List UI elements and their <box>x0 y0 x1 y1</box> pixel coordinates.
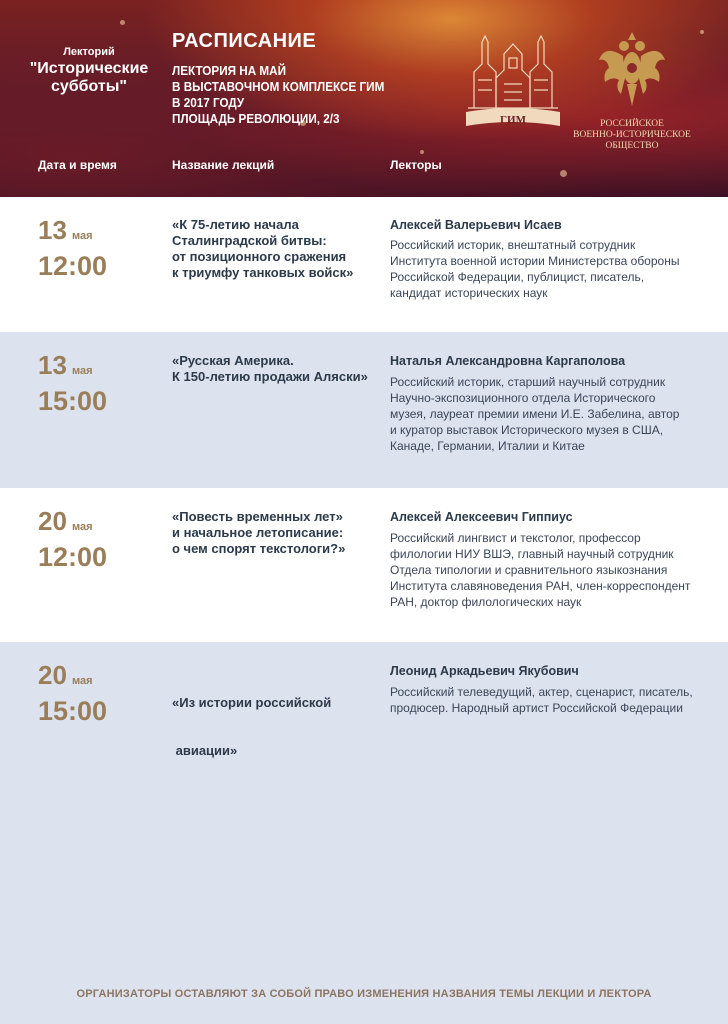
lecturer-description-line: продюсер. Народный артист Российской Федерации <box>390 701 683 715</box>
page-title: РАСПИСАНИЕ <box>172 30 317 52</box>
gim-logo <box>460 28 566 136</box>
lecturer-description <box>390 530 710 610</box>
rvio-logo <box>568 26 696 156</box>
lecture-title-line: к триумфу танковых войск» <box>172 265 354 280</box>
lecture-title-line: авиации» <box>172 743 238 758</box>
lecturer-name: Леонид Аркадьевич Якубович <box>390 664 579 678</box>
subtitle-line: В 2017 ГОДУ <box>172 95 245 110</box>
footer-note: ОРГАНИЗАТОРЫ ОСТАВЛЯЮТ ЗА СОБОЙ ПРАВО ИЗМЕНЕНИЯ НАЗВАНИЯ ТЕМЫ ЛЕКЦИИ И ЛЕКТОРА <box>76 988 652 1000</box>
lecture-title-line: «Русская Америка. <box>172 353 294 368</box>
column-header-date: Дата и время <box>38 158 117 172</box>
column-header-lecturers: Лекторы <box>390 158 442 172</box>
event-month: мая <box>72 230 93 242</box>
lectory-small-text: Лекторий <box>63 46 115 58</box>
lectory-name: "Исторические субботы" <box>29 60 149 95</box>
event-row <box>0 642 728 972</box>
lecturer-description-line: и куратор выставок Исторического музея в США, <box>390 423 664 437</box>
rvio-line: ОБЩЕСТВО <box>605 141 659 151</box>
lecturer-name: Алексей Валерьевич Исаев <box>390 218 562 232</box>
lecturer-description-line: кандидат исторических наук <box>390 286 548 300</box>
lecturer-description-line: Института военной истории Министерства обороны <box>390 254 680 268</box>
lecture-title-line: «Повесть временных лет» <box>172 509 343 524</box>
subtitle-line: ПЛОЩАДЬ РЕВОЛЮЦИИ, 2/3 <box>172 111 340 126</box>
lecture-title <box>172 217 382 281</box>
event-day: 20 <box>38 660 67 690</box>
lecturer-description-line: Отдела типологии и сравнительного языкознания <box>390 563 668 577</box>
double-headed-eagle-icon <box>597 26 667 112</box>
subtitle-line: ЛЕКТОРИЯ НА МАЙ <box>172 63 287 78</box>
museum-building-icon <box>460 28 566 136</box>
lecture-title-line: «К 75-летию начала <box>172 217 299 232</box>
lecture-title-line: Сталинградской битвы: <box>172 233 327 248</box>
event-month: мая <box>72 365 93 377</box>
lecture-title-line: от позиционного сражения <box>172 249 347 264</box>
event-day: 13 <box>38 215 67 245</box>
lecture-title-line: и начальное летописание: <box>172 525 344 540</box>
gim-label: ГИМ <box>500 114 526 126</box>
lecturer-description-line: музея, лауреат премии имени И.Е. Забелина, автор <box>390 407 680 421</box>
lecture-title <box>172 663 382 791</box>
lecturer-description-line: филологии НИУ ВШЭ, главный научный сотрудник <box>390 547 674 561</box>
lecturer-description-line: Российский лингвист и текстолог, профессор <box>390 531 641 545</box>
event-time: 15:00 <box>38 696 108 726</box>
lecturer-description <box>390 684 710 716</box>
event-row <box>0 197 728 332</box>
header-banner <box>0 0 728 197</box>
title-block <box>172 30 422 127</box>
event-month: мая <box>72 675 93 687</box>
lecture-title-line: «Из истории российской <box>172 695 332 710</box>
lecturer-description-line: Научно-экспозиционного отдела Исторического <box>390 391 656 405</box>
subtitle <box>172 63 397 127</box>
event-month: мая <box>72 521 93 533</box>
lecture-title-line: о чем спорят текстологи?» <box>172 541 346 556</box>
lecturer-description-line: Института славяноведения РАН, член-корреспондент <box>390 579 691 593</box>
column-header-title: Название лекций <box>172 158 275 172</box>
lecturer-description-line: РАН, доктор филологических наук <box>390 595 582 609</box>
event-day: 20 <box>38 506 67 536</box>
lecture-title <box>172 353 382 385</box>
subtitle-line: В ВЫСТАВОЧНОМ КОМПЛЕКСЕ ГИМ <box>172 79 385 94</box>
rvio-line: ВОЕННО-ИСТОРИЧЕСКОЕ <box>573 130 691 140</box>
lecturer-description-line: Российский историк, старший научный сотрудник <box>390 375 666 389</box>
event-time: 12:00 <box>38 542 108 572</box>
lecturer-description-line: Российский телеведущий, актер, сценарист, писатель, <box>390 685 693 699</box>
rvio-name <box>568 119 696 152</box>
lecturer-description <box>390 374 710 454</box>
lectory-label <box>24 46 154 96</box>
event-row <box>0 332 728 488</box>
lecture-title-line: К 150-летию продажи Аляски» <box>172 369 368 384</box>
lecturer-description-line: Российский историк, внештатный сотрудник <box>390 238 636 252</box>
lecturer-description-line: Российской Федерации, публицист, писатель, <box>390 270 645 284</box>
rvio-line: РОССИЙСКОЕ <box>600 119 664 129</box>
lecturer-description-line: Канаде, Германии, Италии и Китае <box>390 439 585 453</box>
lecturer-description <box>390 237 710 301</box>
lecturer-name: Наталья Александровна Каргаполова <box>390 354 626 368</box>
lecture-title <box>172 509 382 557</box>
event-time: 15:00 <box>38 386 108 416</box>
lecturer-name: Алексей Алексеевич Гиппиус <box>390 510 573 524</box>
event-time: 12:00 <box>38 251 108 281</box>
event-row <box>0 488 728 642</box>
event-day: 13 <box>38 350 67 380</box>
